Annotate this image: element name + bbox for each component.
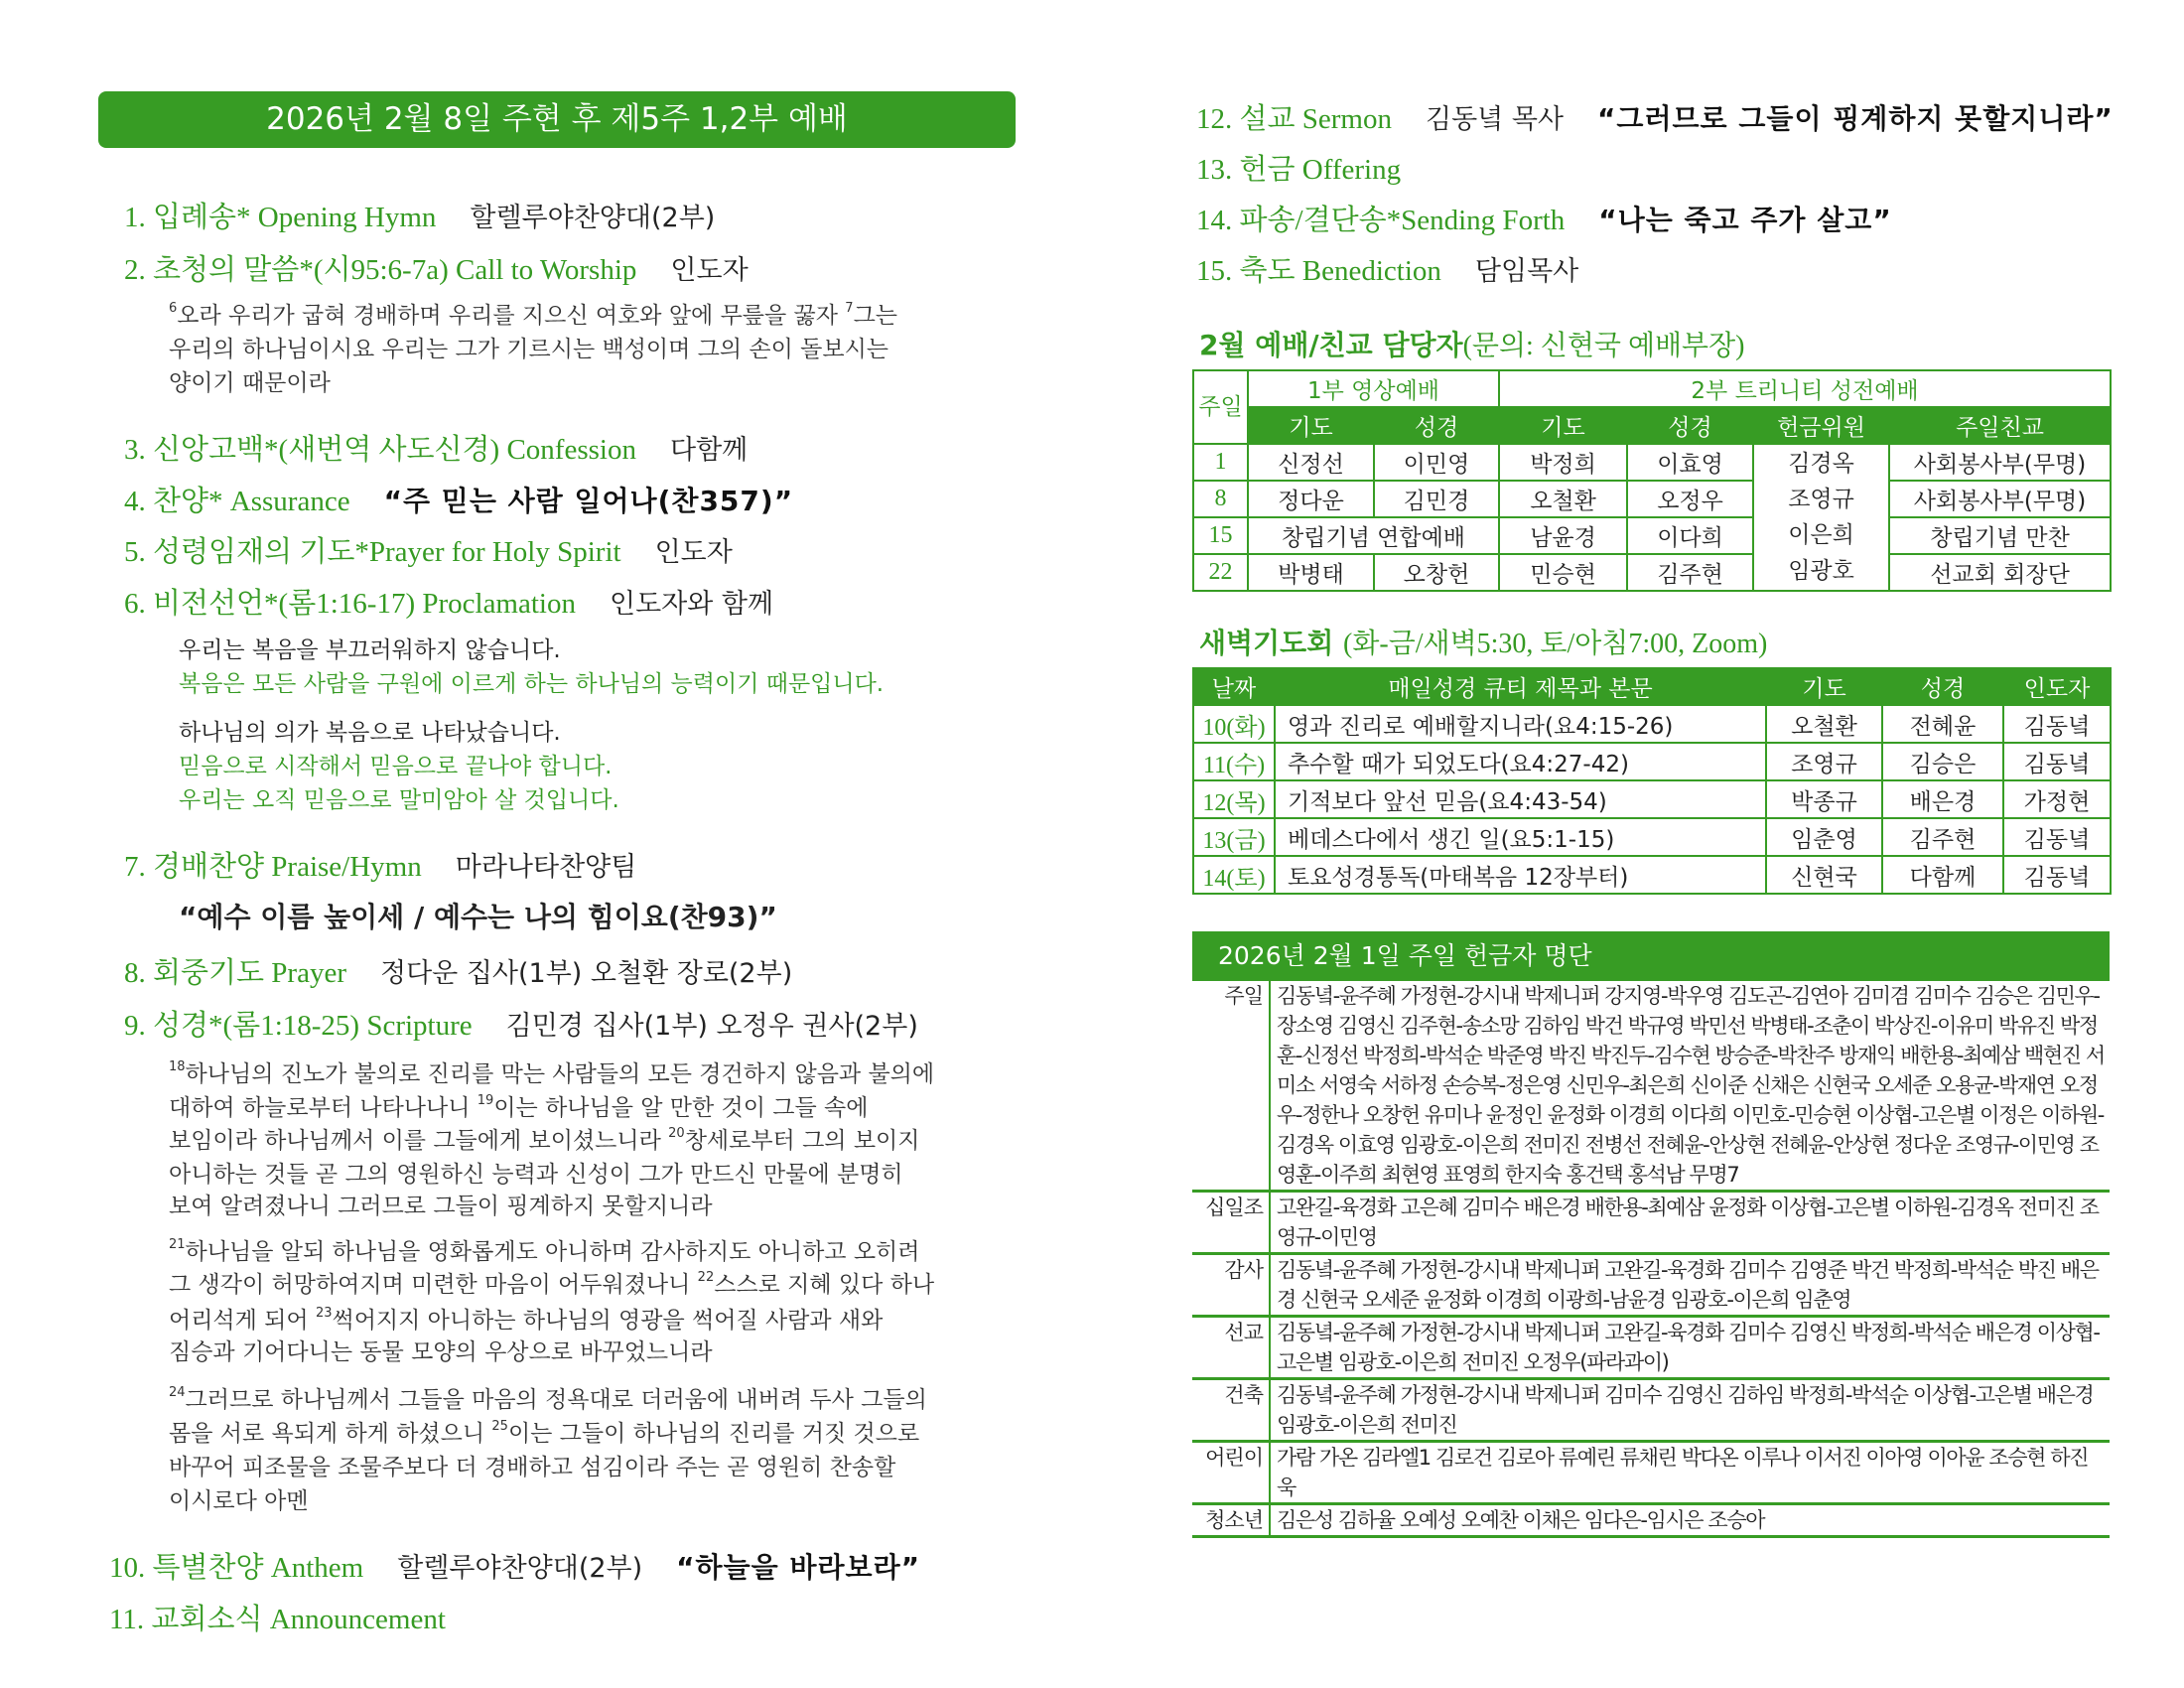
date-cell: 10(화)	[1193, 705, 1275, 743]
duty-row	[1193, 481, 2111, 517]
duty-table	[1192, 369, 2112, 592]
leader-cell: 김동녘	[2003, 856, 2111, 894]
dawn-heading-note: (화-금/새벽5:30, 토/아침7:00, Zoom)	[1343, 629, 1768, 659]
duty-heading-note: (문의: 신현국 예배부장)	[1462, 331, 1745, 361]
week-cell: 15	[1193, 517, 1248, 554]
verse-text: 하나님의 진노가 불의로 진리를 막는 사람들의 모든 경건하지 않음과 불의에	[185, 1061, 935, 1087]
offering-category: 어린이	[1192, 1443, 1271, 1502]
title-cell: 추수할 때가 되었도다(요4:27-42)	[1275, 743, 1766, 780]
scripture-line	[169, 1158, 903, 1192]
leader-cell: 김동녘	[2003, 743, 2111, 780]
order-item-leader: 김동녘 목사	[1426, 104, 1564, 135]
order-item	[109, 1602, 446, 1638]
duty-heading-title: 2월 예배/친교 담당자	[1199, 329, 1463, 361]
group1-header: 1부 영상예배	[1248, 370, 1499, 407]
verse-text: 썩어지지 아니하는 하나님의 영광을 썩어질 사람과 새와	[332, 1308, 884, 1334]
leader-cell: 가정현	[2003, 780, 2111, 818]
order-item-label: 5. 성령임재의 기도*Prayer for Holy Spirit	[124, 536, 621, 568]
verse-number: 22	[697, 1270, 715, 1285]
offering-names: 김동녘-윤주혜 가정현-강시내 박제니퍼 강지영-박우영 김도곤-김연아 김미겸 김미수 김승은 김민우-장소영 김영신 김주현-송소망 김하임 박건 박규영 박민선 박병태-조춘이 박상진-이유미 박유진 박정훈-신정선 박정희-박석순 박준영 박진 박진두-김수현 방승준-박찬주 방재익 배한용-최예삼 백현진 서미소 서영숙 서하정 손승복-정은영 신민우-최은희 신이준 신채은 신현국 오세준 오용균-박재연 오정우-정한나 오창헌 유미나 윤정인 윤정화 이경희 이다희 이민호-민승현 이상협-고은별 이정은 이하원-김경옥 이효영 임광호-이은희 전미진 전병선 전혜윤-안상현 전혜윤-안상현 정다운 조영규-이민영 조영훈-이주희 최현영 표영희 한지숙 홍건택 홍석남 무명7	[1277, 984, 2105, 1187]
verse-text: 이는 그들이 하나님의 진리를 거짓 것으로	[507, 1421, 920, 1447]
order-item	[124, 484, 793, 520]
date-cell: 12(목)	[1193, 780, 1275, 818]
col-header: 매일성경 큐티 제목과 본문	[1275, 668, 1766, 705]
verse-text: 짐승과 기어다니는 동물 모양의 우상으로 바꾸었느니라	[169, 1339, 713, 1365]
verse-number: 6	[169, 301, 178, 316]
offering-row	[1192, 1505, 2110, 1538]
scripture-line	[169, 1235, 919, 1269]
verse-text: 그러므로 하나님께서 그들을 마음의 정욕대로 더러움에 내버려 두사 그들의	[185, 1387, 927, 1413]
verse-number: 25	[491, 1419, 508, 1434]
offering-names: 가람 가온 김라엘1 김로건 김로아 류예린 류채린 박다온 이루나 이서진 이아영 이아윤 조승현 하진욱	[1277, 1446, 2089, 1499]
col-header: 인도자	[2003, 668, 2111, 705]
verse-text: 스스로 지혜 있다 하나	[714, 1272, 935, 1298]
order-item	[1196, 253, 1578, 290]
date-cell: 13(금)	[1193, 818, 1275, 856]
prayer-cell: 오철환	[1766, 705, 1882, 743]
order-item-label: 10. 특별찬양 Anthem	[109, 1552, 364, 1584]
offering-row	[1192, 1443, 2110, 1505]
prayer-cell: 민승현	[1499, 554, 1627, 591]
prayer-cell: 남윤경	[1499, 517, 1627, 554]
prayer-cell: 박종규	[1766, 780, 1882, 818]
date-cell: 14(토)	[1193, 856, 1275, 894]
verse-text: 보임이라 하나님께서 이를 그들에게 보이셨느니라	[169, 1128, 669, 1154]
bible-cell: 김민경	[1374, 481, 1499, 517]
order-item-label: 6. 비전선언*(롬1:16-17) Proclamation	[124, 588, 576, 620]
order-item-label: 13. 헌금 Offering	[1196, 154, 1402, 186]
verse-text: 보여 알려졌나니 그러므로 그들이 핑계하지 못할지니라	[169, 1194, 713, 1219]
dawn-row	[1193, 705, 2111, 743]
dawn-row	[1193, 780, 2111, 818]
order-item-title: “나는 죽고 주가 살고”	[1598, 204, 1892, 236]
verse-line	[169, 366, 331, 400]
title-cell: 토요성경통독(마태복음 12장부터)	[1275, 856, 1766, 894]
col-header: 날짜	[1193, 668, 1275, 705]
order-item-leader: 인도자와 함께	[609, 589, 774, 620]
verse-text: 이시로다 아멘	[169, 1488, 309, 1514]
dawn-heading	[1199, 622, 1767, 661]
week-cell: 22	[1193, 554, 1248, 591]
prayer-cell: 정다운	[1248, 481, 1374, 517]
verse-text: 오라 우리가 굽혀 경배하며 우리를 지으신 여호와 앞에 무릎을 꿇자	[177, 303, 846, 329]
order-item-leader: 인도자	[654, 537, 733, 568]
bible-cell: 김주현	[1882, 818, 2003, 856]
week-cell: 1	[1193, 444, 1248, 481]
verse-text: 양이기 때문이라	[169, 370, 331, 396]
week-cell: 8	[1193, 481, 1248, 517]
service-title-bar: 2026년 2월 8일 주현 후 제5주 1,2부 예배	[98, 91, 1016, 148]
order-item-label: 1. 입례송* Opening Hymn	[124, 202, 437, 233]
order-item-leader: 다함께	[669, 435, 749, 466]
order-item	[124, 432, 748, 469]
dawn-row	[1193, 856, 2111, 894]
scripture-line	[169, 1124, 920, 1158]
order-item-song: “예수 이름 높이세 / 예수는 나의 힘이요(찬93)”	[179, 901, 777, 933]
proclamation-line: 복음은 모든 사람을 구원에 이르게 하는 하나님의 능력이기 때문입니다.	[179, 671, 885, 697]
committee-member: 임광호	[1788, 558, 1854, 584]
offering-list-heading: 2026년 2월 1일 주일 헌금자 명단	[1192, 931, 2110, 981]
offering-names: 김동녘-윤주혜 가정현-강시내 박제니퍼 김미수 김영신 김하임 박정희-박석순 이상협-고은별 배은경 임광호-이은희 전미진	[1277, 1383, 2094, 1437]
order-item-title: “하늘을 바라보라”	[676, 1551, 921, 1584]
committee-member: 김경옥	[1788, 451, 1854, 477]
order-item-leader: 김민경 집사(1부) 오정우 권사(2부)	[505, 1011, 918, 1042]
bible-cell: 전혜윤	[1882, 705, 2003, 743]
leader-cell: 김동녘	[2003, 818, 2111, 856]
verse-line	[169, 333, 888, 366]
title-cell: 영과 진리로 예배할지니라(요4:15-26)	[1275, 705, 1766, 743]
offering-category: 감사	[1192, 1255, 1271, 1315]
merged-cell: 창립기념 연합예배	[1248, 517, 1499, 554]
order-item-title: “그러므로 그들이 핑계하지 못할지니라”	[1597, 102, 2114, 135]
scripture-line	[169, 1336, 713, 1369]
verse-text: 대하여 하늘로부터 나타나나니	[169, 1095, 478, 1121]
order-item-label: 15. 축도 Benediction	[1196, 255, 1441, 287]
offering-row	[1192, 1255, 2110, 1318]
offering-category: 주일	[1192, 981, 1271, 1190]
fellowship-cell: 창립기념 만찬	[1889, 517, 2111, 554]
order-item-label: 4. 찬양* Assurance	[124, 486, 350, 517]
duty-row	[1193, 444, 2111, 481]
duty-heading	[1199, 324, 1744, 363]
scripture-line	[169, 1190, 713, 1223]
offering-category: 선교	[1192, 1318, 1271, 1377]
order-item-label: 7. 경배찬양 Praise/Hymn	[124, 851, 422, 883]
duty-row	[1193, 554, 2111, 591]
scripture-line	[169, 1091, 868, 1125]
order-item-title: “주 믿는 사람 일어나(찬357)”	[383, 485, 794, 517]
order-item-label: 11. 교회소식 Announcement	[109, 1604, 446, 1635]
order-item-label: 8. 회중기도 Prayer	[124, 957, 346, 989]
order-item	[124, 955, 792, 992]
order-item	[124, 586, 773, 623]
offering-names: 김동녘-윤주혜 가정현-강시내 박제니퍼 고완길-육경화 김미수 김영신 박정희-박석순 배은경 이상협-고은별 임광호-이은희 전미진 오정우(파라과이)	[1277, 1321, 2100, 1374]
offering-committee-cell	[1753, 444, 1889, 591]
date-cell: 11(수)	[1193, 743, 1275, 780]
verse-text: 그는	[853, 303, 897, 329]
verse-number: 21	[169, 1237, 186, 1252]
verse-number: 18	[169, 1059, 186, 1074]
col-header: 헌금위원	[1753, 407, 1889, 444]
verse-text: 우리의 하나님이시요 우리는 그가 기르시는 백성이며 그의 손이 돌보시는	[169, 337, 889, 362]
prayer-cell: 임춘영	[1766, 818, 1882, 856]
dawn-prayer-table	[1192, 667, 2112, 895]
verse-text: 몸을 서로 욕되게 하게 하셨으니	[169, 1421, 492, 1447]
verse-number: 20	[668, 1126, 685, 1141]
order-item-label: 9. 성경*(롬1:18-25) Scripture	[124, 1010, 473, 1042]
bible-cell: 이효영	[1627, 444, 1753, 481]
order-item-leader: 정다운 집사(1부) 오철환 장로(2부)	[380, 958, 793, 989]
order-item	[1196, 203, 1892, 239]
committee-member: 조영규	[1788, 487, 1854, 512]
verse-number: 19	[477, 1093, 494, 1108]
proclamation-line: 믿음으로 시작해서 믿음으로 끝나야 합니다.	[179, 754, 613, 779]
verse-text: 어리석게 되어	[169, 1308, 316, 1334]
fellowship-cell: 사회봉사부(무명)	[1889, 444, 2111, 481]
order-item-label: 3. 신앙고백*(새번역 사도신경) Confession	[124, 434, 636, 466]
prayer-cell: 신현국	[1766, 856, 1882, 894]
title-cell: 베데스다에서 생긴 일(요5:1-15)	[1275, 818, 1766, 856]
order-item	[124, 252, 749, 289]
verse-text: 그 생각이 허망하여지며 미련한 마음이 어두워졌나니	[169, 1272, 698, 1298]
scripture-line	[169, 1383, 927, 1417]
bible-cell: 이다희	[1627, 517, 1753, 554]
order-item	[124, 1008, 918, 1045]
offering-category: 십일조	[1192, 1193, 1271, 1252]
order-item	[109, 1550, 920, 1587]
duty-row	[1193, 517, 2111, 554]
col-header: 기도	[1499, 407, 1627, 444]
order-item-label: 12. 설교 Sermon	[1196, 103, 1392, 135]
order-item	[1196, 101, 2114, 138]
prayer-cell: 오철환	[1499, 481, 1627, 517]
col-header: 기도	[1766, 668, 1882, 705]
offering-row	[1192, 1193, 2110, 1255]
dawn-row	[1193, 743, 2111, 780]
verse-text: 창세로부터 그의 보이지	[684, 1128, 920, 1154]
committee-member: 이은희	[1788, 522, 1854, 548]
scripture-line	[169, 1057, 934, 1091]
order-item-leader: 인도자	[670, 255, 749, 286]
offering-row	[1192, 981, 2110, 1193]
offering-row	[1192, 1380, 2110, 1443]
order-item	[124, 849, 636, 886]
col-header: 성경	[1374, 407, 1499, 444]
proclamation-line: 우리는 복음을 부끄러워하지 않습니다.	[179, 637, 561, 663]
scripture-line	[169, 1484, 309, 1518]
scripture-line	[169, 1304, 883, 1337]
order-item-label: 2. 초청의 말씀*(시95:6-7a) Call to Worship	[124, 254, 637, 286]
col-header: 기도	[1248, 407, 1374, 444]
offering-row	[1192, 1318, 2110, 1380]
bible-cell: 오창헌	[1374, 554, 1499, 591]
col-header: 성경	[1882, 668, 2003, 705]
week-header: 주일	[1193, 370, 1248, 444]
bible-cell: 다함께	[1882, 856, 2003, 894]
proclamation-line: 하나님의 의가 복음으로 나타났습니다.	[179, 720, 561, 746]
order-item	[124, 534, 733, 571]
verse-number: 23	[315, 1306, 333, 1321]
order-item-leader: 마라나타찬양팀	[455, 852, 637, 883]
title-cell: 기적보다 앞선 믿음(요4:43-54)	[1275, 780, 1766, 818]
order-item-leader: 담임목사	[1474, 256, 1579, 287]
verse-number: 24	[169, 1385, 186, 1400]
offering-names: 고완길-육경화 고은혜 김미수 배은경 배한용-최예삼 윤정화 이상협-고은별 이하원-김경옥 전미진 조영규-이민영	[1277, 1196, 2099, 1249]
order-item	[1196, 152, 1401, 189]
dawn-heading-title: 새벽기도회	[1199, 627, 1334, 659]
prayer-cell: 박병태	[1248, 554, 1374, 591]
scripture-line	[169, 1268, 934, 1302]
bible-cell: 김주현	[1627, 554, 1753, 591]
bible-cell: 김승은	[1882, 743, 2003, 780]
verse-text: 이는 하나님을 알 만한 것이 그들 속에	[493, 1095, 869, 1121]
order-item-label: 14. 파송/결단송*Sending Forth	[1196, 205, 1566, 236]
scripture-line	[169, 1417, 919, 1451]
scripture-line	[169, 1451, 895, 1484]
order-item-leader: 할렐루야찬양대(2부)	[470, 203, 716, 233]
proclamation-line: 우리는 오직 믿음으로 말미암아 살 것입니다.	[179, 787, 619, 813]
leader-cell: 김동녘	[2003, 705, 2111, 743]
offering-category: 청소년	[1192, 1505, 1271, 1535]
verse-text: 아니하는 것들 곧 그의 영원하신 능력과 신성이 그가 만드신 만물에 분명히	[169, 1162, 903, 1188]
order-item	[124, 200, 715, 236]
verse-text: 하나님을 알되 하나님을 영화롭게도 아니하며 감사하지도 아니하고 오히려	[185, 1239, 920, 1265]
order-item-leader: 할렐루야찬양대(2부)	[397, 1553, 643, 1584]
prayer-cell: 신정선	[1248, 444, 1374, 481]
fellowship-cell: 선교회 회장단	[1889, 554, 2111, 591]
prayer-cell: 조영규	[1766, 743, 1882, 780]
offering-names: 김은성 김하율 오예성 오예찬 이채은 임다은-임시은 조승아	[1277, 1508, 1765, 1532]
fellowship-cell: 사회봉사부(무명)	[1889, 481, 2111, 517]
prayer-cell: 박정희	[1499, 444, 1627, 481]
verse-number: 7	[845, 301, 854, 316]
col-header: 주일친교	[1889, 407, 2111, 444]
dawn-row	[1193, 818, 2111, 856]
offering-category: 건축	[1192, 1380, 1271, 1440]
bible-cell: 오정우	[1627, 481, 1753, 517]
group2-header: 2부 트리니티 성전예배	[1499, 370, 2111, 407]
verse-line	[169, 299, 897, 333]
bible-cell: 배은경	[1882, 780, 2003, 818]
col-header: 성경	[1627, 407, 1753, 444]
offering-names: 김동녘-윤주혜 가정현-강시내 박제니퍼 고완길-육경화 김미수 김영준 박건 박정희-박석순 박진 배은경 신현국 오세준 윤정화 이경희 이광희-남윤경 임광호-이은희 임춘영	[1277, 1258, 2099, 1312]
bible-cell: 이민영	[1374, 444, 1499, 481]
verse-text: 바꾸어 피조물을 조물주보다 더 경배하고 섬김이라 주는 곧 영원히 찬송할	[169, 1455, 896, 1480]
offering-list	[1192, 981, 2110, 1538]
